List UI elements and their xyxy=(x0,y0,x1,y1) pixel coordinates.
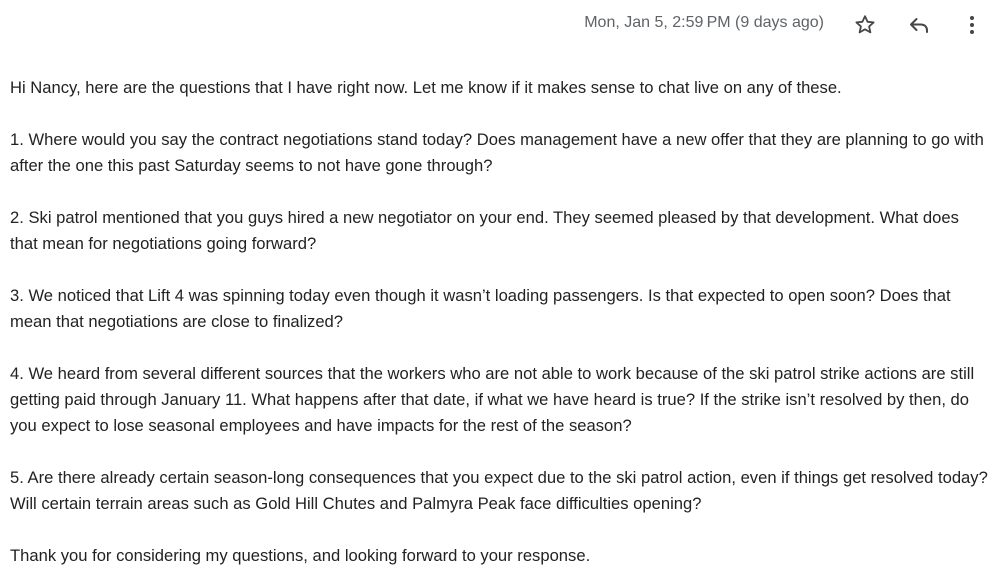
more-options-button[interactable] xyxy=(955,8,989,42)
more-vertical-icon xyxy=(960,13,984,37)
star-icon xyxy=(853,13,877,37)
question-4: 4. We heard from several different sources that the workers who are not able to work because of the ski patrol strike actions are still getting paid through January 11. What happens after that date, if what we have heard is true? If the strike isn’t resolved by then, do you expect to lose seasonal employees and have impacts for the rest of the season? xyxy=(10,364,975,435)
email-body xyxy=(10,75,988,569)
reply-button[interactable] xyxy=(902,8,936,42)
message-timestamp: Mon, Jan 5, 2:59 PM (9 days ago) xyxy=(584,14,824,31)
email-greeting: Hi Nancy, here are the questions that I have right now. Let me know if it makes sense to chat live on any of these. xyxy=(10,78,842,97)
message-header xyxy=(0,0,1000,50)
question-3: 3. We noticed that Lift 4 was spinning today even though it wasn’t loading passengers. Is that expected to open soon? Does that mean that negotiations are close to finalized? xyxy=(10,286,951,331)
question-1: 1. Where would you say the contract negotiations stand today? Does management have a new offer that they are planning to go with after the one this past Saturday seems to not have gone through? xyxy=(10,130,984,175)
question-2: 2. Ski patrol mentioned that you guys hired a new negotiator on your end. They seemed pleased by that development. What does that mean for negotiations going forward? xyxy=(10,208,959,253)
email-closing: Thank you for considering my questions, and looking forward to your response. xyxy=(10,546,591,565)
star-button[interactable] xyxy=(848,8,882,42)
reply-icon xyxy=(907,13,931,37)
question-5: 5. Are there already certain season-long consequences that you expect due to the ski patrol action, even if things get resolved today? Will certain terrain areas such as Gold Hill Chutes and Palmyra Peak face difficulties opening? xyxy=(10,468,988,513)
